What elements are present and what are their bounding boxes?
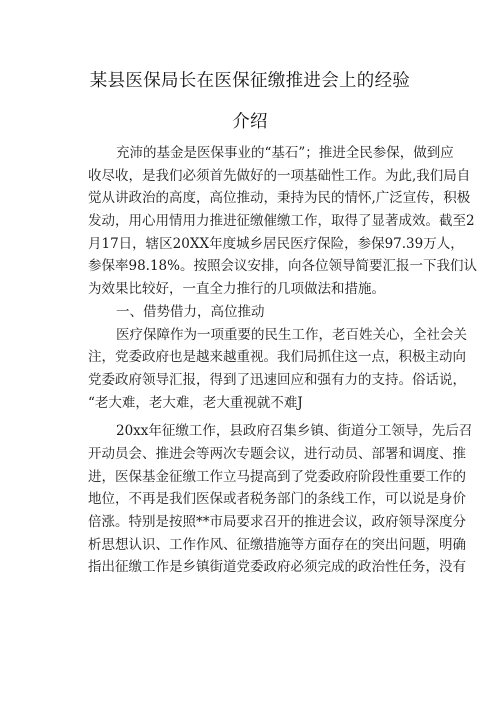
paragraph-3-line-2: 注，党委政府也是越来越重视。我们局抓住这一点，积极主动向 [88,349,466,366]
section-heading-1: 一、借势借力，高位推动 [116,303,265,320]
paragraph-3-line-3: 党委政府领导汇报，得到了迅速回应和强有力的支持。俗话说， [88,371,466,388]
paragraph-1-line-6: 参保率98.18%。按照会议安排，向各位领导简要汇报一下我们认 [88,258,477,275]
paragraph-1-line-3: 觉从讲政治的高度，高位推动，秉持为民的情怀,广泛宣传，积极 [88,190,471,207]
paragraph-4-line-1: 20xx年征缴工作，县政府召集乡镇、街道分工领导，先后召 [116,423,473,440]
paragraph-4-line-2: 开动员会、推进会等两次专题会议，进行动员、部署和调度、推 [88,445,466,462]
paragraph-4-line-3: 进，医保基金征缴工作立马提高到了党委政府阶段性重要工作的 [88,468,466,485]
paragraph-3-line-4: “老大难，老大难，老大重视就不难J [88,394,303,411]
document-title-line-1: 某县医保局长在医保征缴推进会上的经验 [89,71,411,91]
paragraph-1-line-2: 收尽收，是我们必须首先做好的一项基础性工作。为此,我们局自 [88,167,471,184]
paragraph-1-line-5: 月17日，辖区20XX年度城乡居民医疗保险，参保97.39万人， [88,235,464,252]
paragraph-4-line-7: 指出征缴工作是乡镇街道党委政府必须完成的政治性任务，没有 [88,559,466,576]
paragraph-3-line-1: 医疗保障作为一项重要的民生工作，老百姓关心，全社会关 [116,326,467,343]
paragraph-4-line-4: 地位，不再是我们医保或者税务部门的条线工作，可以说是身价 [88,491,466,508]
document-body [88,142,477,579]
paragraph-1-line-7: 为效果比较好，一直全力推行的几项做法和措施。 [88,281,385,298]
paragraph-4-line-5: 倍涨。特别是按照**市局要求召开的推进会议，政府领导深度分 [88,514,466,530]
paragraph-1-line-4: 发动，用心用情用力推进征缴催缴工作，取得了显著成效。截至2 [88,213,475,230]
paragraph-4-line-6: 析思想认识、工作作风、征缴措施等方面存在的突出问题，明确 [88,536,466,553]
document-title-line-2: 介绍 [232,112,268,132]
paragraph-1-line-1: 充沛的基金是医保事业的“基石”；推进全民参保，做到应 [116,145,454,161]
